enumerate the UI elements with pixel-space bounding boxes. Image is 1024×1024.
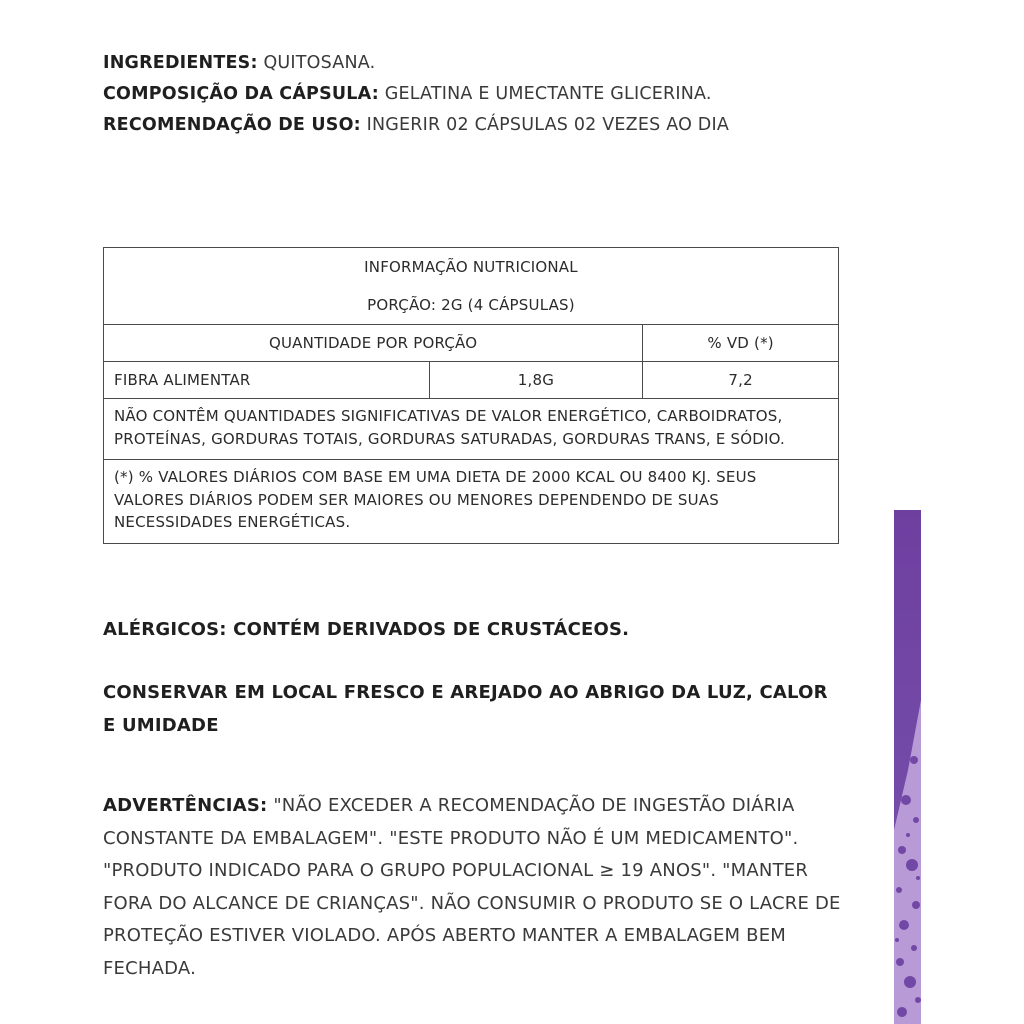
nutrition-facts-table <box>103 247 839 544</box>
column-header-vd: % VD (*) <box>643 325 839 362</box>
capsule-composition-value: GELATINA E UMECTANTE GLICERINA. <box>384 84 712 104</box>
usage-recommendation-line <box>103 110 883 141</box>
column-header-quantity: QUANTIDADE POR PORÇÃO <box>104 325 643 362</box>
nutrient-amount: 1,8G <box>429 362 643 399</box>
nutrition-header-cell <box>104 248 839 325</box>
usage-recommendation-value: INGERIR 02 CÁPSULAS 02 VEZES AO DIA <box>366 115 730 135</box>
warnings-paragraph <box>103 790 843 985</box>
product-info <box>103 48 883 141</box>
nutrition-title: INFORMAÇÃO NUTRICIONAL <box>364 258 578 276</box>
not-significant-note: NÃO CONTÊM QUANTIDADES SIGNIFICATIVAS DE VALOR ENERGÉTICO, CARBOIDRATOS, PROTEÍNAS, GORDURAS TOTAIS, GORDURAS SATURADAS, GORDURAS TRANS, E SÓDIO. <box>104 399 839 460</box>
ingredients-value: QUITOSANA. <box>263 53 376 73</box>
purple-texture-pattern <box>894 700 921 1024</box>
nutrient-name: FIBRA ALIMENTAR <box>104 362 430 399</box>
nutrition-portion: PORÇÃO: 2G (4 CÁPSULAS) <box>367 296 575 314</box>
ingredients-label: INGREDIENTES: <box>103 53 258 73</box>
warnings-text: "NÃO EXCEDER A RECOMENDAÇÃO DE INGESTÃO DIÁRIA CONSTANTE DA EMBALAGEM". "ESTE PRODUTO NÃO É UM MEDICAMENTO". "PRODUTO INDICADO PARA O GRUPO POPULACIONAL ≥ 19 ANOS". "MANTER FORA DO ALCANCE DE CRIANÇAS". NÃO CONSUMIR O PRODUTO SE O LACRE DE PROTEÇÃO ESTIVER VIOLADO. APÓS ABERTO MANTER A EMBALAGEM BEM FECHADA. <box>103 795 841 979</box>
daily-values-footnote: (*) % VALORES DIÁRIOS COM BASE EM UMA DIETA DE 2000 KCAL OU 8400 KJ. SEUS VALORES DIÁRIOS PODEM SER MAIORES OU MENORES DEPENDENDO DE SUAS NECESSIDADES ENERGÉTICAS. <box>104 460 839 544</box>
ingredients-line <box>103 48 883 79</box>
capsule-composition-line <box>103 79 883 110</box>
table-row <box>104 362 839 399</box>
capsule-composition-label: COMPOSIÇÃO DA CÁPSULA: <box>103 84 379 104</box>
nutrient-vd: 7,2 <box>643 362 839 399</box>
usage-recommendation-label: RECOMENDAÇÃO DE USO: <box>103 115 361 135</box>
storage-instructions: CONSERVAR EM LOCAL FRESCO E AREJADO AO ABRIGO DA LUZ, CALOR E UMIDADE <box>103 682 828 736</box>
warnings-label: ADVERTÊNCIAS: <box>103 795 268 816</box>
allergen-warning: ALÉRGICOS: CONTÉM DERIVADOS DE CRUSTÁCEOS. <box>103 619 630 640</box>
